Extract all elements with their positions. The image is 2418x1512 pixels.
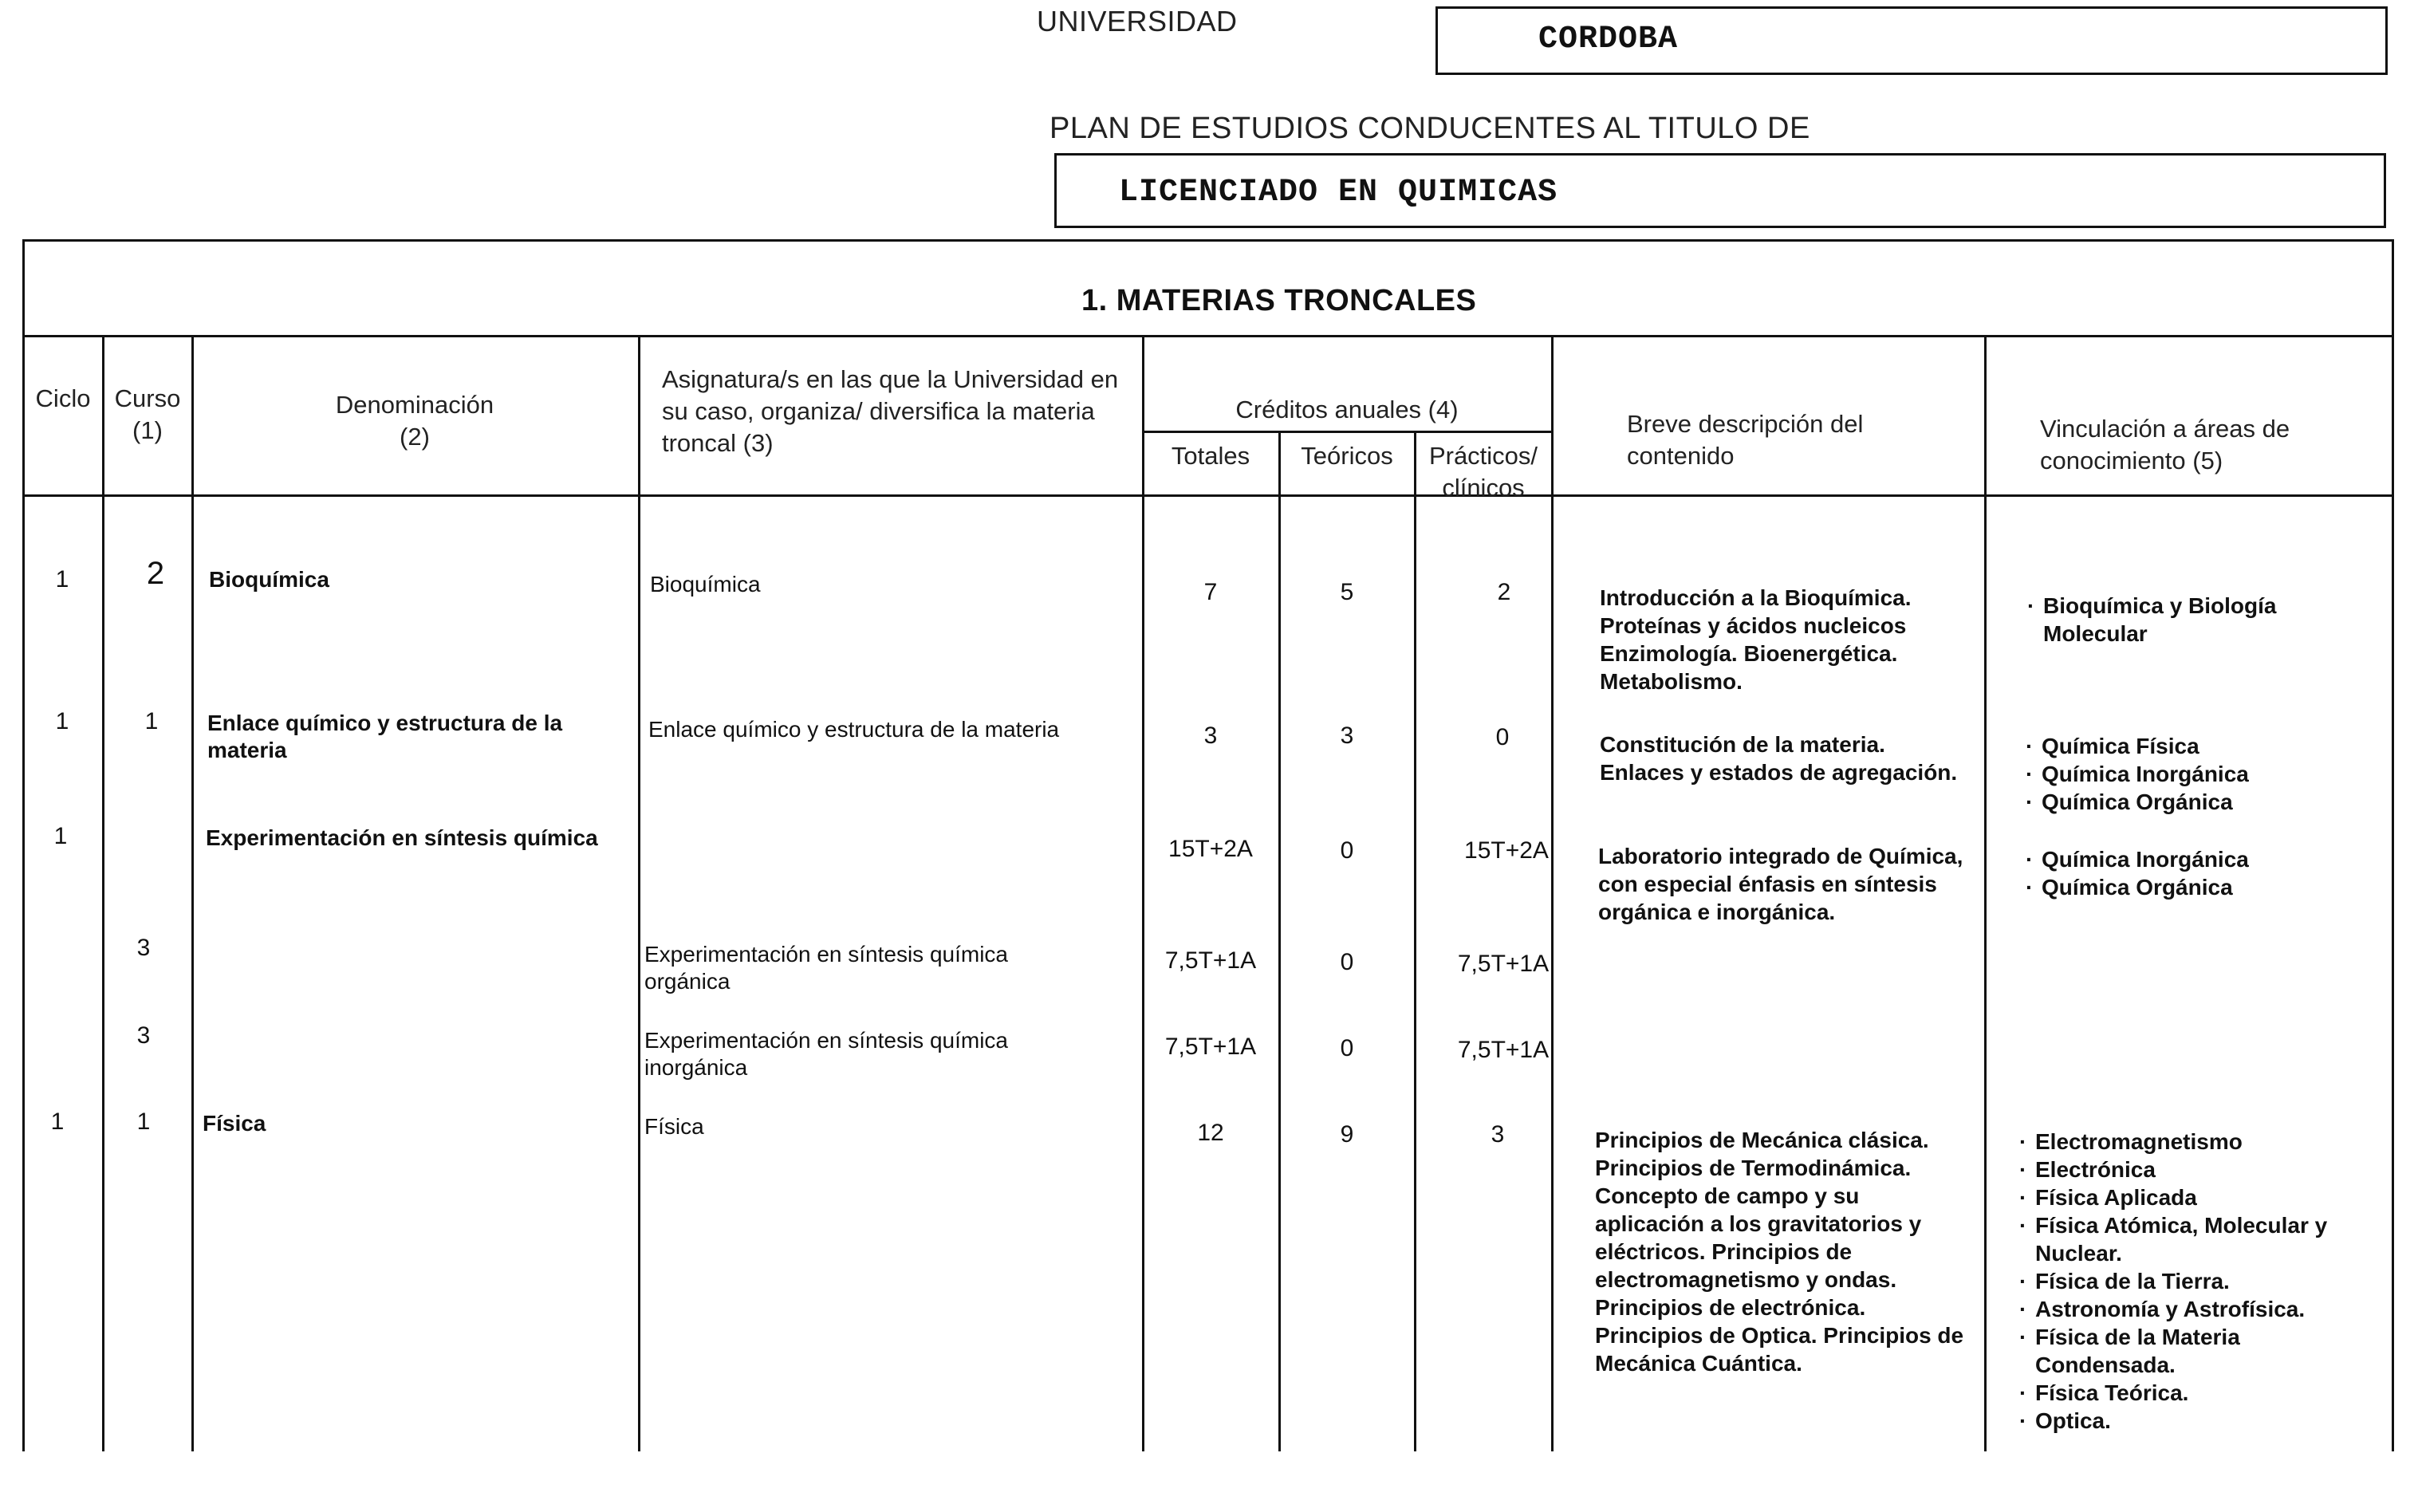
area-item: · Electromagnetismo <box>2016 1128 2383 1156</box>
cell-asignatura: Experimentación en síntesis química inorgánica <box>644 1028 1008 1080</box>
area-item: · Física Teórica. <box>2016 1379 2383 1407</box>
degree-value: LICENCIADO EN QUIMICAS <box>1119 175 1558 211</box>
cell-denominacion: Física <box>203 1111 266 1136</box>
cell-ciclo: 1 <box>55 708 69 734</box>
col-header-descripcion: Breve descripción del contenido <box>1627 410 1864 470</box>
university-box <box>1435 6 2388 75</box>
cell-totales: 7 <box>1203 579 1218 605</box>
cell-curso: 3 <box>136 935 151 961</box>
cell-totales: 3 <box>1203 723 1218 749</box>
area-item: · Física Atómica, Molecular y Nuclear. <box>2016 1211 2383 1267</box>
cell-descripcion: Laboratorio integrado de Química, con especial énfasis en síntesis orgánica e inorgánica. <box>1598 844 1963 924</box>
cell-practicos: 7,5T+1A <box>1457 1037 1550 1063</box>
area-item: · Física de la Tierra. <box>2016 1267 2383 1295</box>
cell-practicos: 0 <box>1495 724 1510 750</box>
university-value: CORDOBA <box>1538 22 1679 57</box>
cell-practicos: 7,5T+1A <box>1457 951 1550 977</box>
area-item: · Optica. <box>2016 1407 2383 1435</box>
cell-asignatura: Física <box>644 1114 704 1139</box>
cell-practicos: 2 <box>1497 579 1511 605</box>
cell-asignatura: Experimentación en síntesis química orgánica <box>644 942 1008 994</box>
cell-ciclo: 1 <box>55 566 69 593</box>
col-header-creditos: Créditos anuales (4) <box>1235 396 1459 423</box>
cell-teoricos: 0 <box>1340 837 1354 864</box>
cell-curso: 1 <box>144 708 159 734</box>
cell-descripcion: Introducción a la Bioquímica. Proteínas y ácidos nucleicos Enzimología. Bioenergética. Metabolismo. <box>1600 585 1912 694</box>
university-label: UNIVERSIDAD <box>1037 5 1238 37</box>
cell-denominacion: Enlace químico y estructura de la materia <box>207 711 563 762</box>
col-header-totales: Totales <box>1171 442 1250 470</box>
col-header-ciclo: Ciclo <box>35 384 91 412</box>
cell-areas <box>2024 592 2343 648</box>
cell-teoricos: 5 <box>1340 579 1354 605</box>
cell-totales: 7,5T+1A <box>1164 947 1257 974</box>
cell-curso: 3 <box>136 1022 151 1049</box>
cell-ciclo: 1 <box>50 1108 65 1135</box>
cell-areas <box>2022 845 2357 901</box>
area-item: · Bioquímica y Biología Molecular <box>2024 592 2343 648</box>
col-header-curso-label: Curso <box>114 384 181 412</box>
cell-asignatura: Bioquímica <box>650 572 761 597</box>
cell-curso: 2 <box>146 556 165 591</box>
col-header-curso-note: (1) <box>132 416 163 444</box>
cell-ciclo: 1 <box>53 823 68 849</box>
cell-teoricos: 3 <box>1340 723 1354 749</box>
col-header-asignatura: Asignatura/s en las que la Universidad en su caso, organiza/ diversifica la materia troncal (3) <box>662 365 1119 457</box>
area-item: · Electrónica <box>2016 1156 2383 1183</box>
cell-descripcion: Constitución de la materia. Enlaces y estados de agregación. <box>1600 732 1958 785</box>
col-header-denominacion-note: (2) <box>400 423 430 451</box>
area-item: · Química Inorgánica <box>2022 760 2357 788</box>
cell-asignatura: Enlace químico y estructura de la materia <box>648 717 1060 742</box>
cell-denominacion: Experimentación en síntesis química <box>206 825 598 850</box>
cell-descripcion: Principios de Mecánica clásica. Principios de Termodinámica. Concepto de campo y su aplicación a los gravitatorios y eléctricos. Principios de electromagnetismo y ondas. Principios de electrónica. Principios de Optica. Principios de Mecánica Cuántica. <box>1595 1128 1964 1376</box>
cell-areas <box>2016 1128 2383 1435</box>
degree-box <box>1054 153 2386 228</box>
area-item: · Astronomía y Astrofísica. <box>2016 1295 2383 1323</box>
cell-practicos: 15T+2A <box>1464 837 1549 864</box>
col-header-denominacion-label: Denominación <box>335 391 494 419</box>
cell-totales: 12 <box>1197 1120 1224 1146</box>
cell-denominacion: Bioquímica <box>209 567 329 592</box>
col-header-practicos: Prácticos/ clínicos <box>1428 442 1538 502</box>
col-header-vinculacion: Vinculación a áreas de conocimiento (5) <box>2040 415 2290 474</box>
col-header-curso <box>104 383 191 447</box>
cell-curso: 1 <box>136 1108 151 1135</box>
area-item: · Química Orgánica <box>2022 873 2357 901</box>
cell-teoricos: 9 <box>1340 1121 1354 1148</box>
cell-teoricos: 0 <box>1340 949 1354 975</box>
area-item: · Química Física <box>2022 732 2357 760</box>
section-title: 1. MATERIAS TRONCALES <box>1081 284 1477 317</box>
col-header-teoricos: Teóricos <box>1301 442 1393 470</box>
plan-label: PLAN DE ESTUDIOS CONDUCENTES AL TITULO DE <box>1050 112 1810 145</box>
area-item: · Física de la Materia Condensada. <box>2016 1323 2383 1379</box>
cell-totales: 7,5T+1A <box>1164 1034 1257 1060</box>
cell-totales: 15T+2A <box>1168 836 1253 862</box>
area-item: · Física Aplicada <box>2016 1183 2383 1211</box>
area-item: · Química Orgánica <box>2022 788 2357 816</box>
cell-teoricos: 0 <box>1340 1035 1354 1061</box>
area-item: · Química Inorgánica <box>2022 845 2357 873</box>
cell-practicos: 3 <box>1491 1121 1505 1148</box>
col-header-denominacion <box>193 389 636 453</box>
cell-areas <box>2022 732 2357 816</box>
